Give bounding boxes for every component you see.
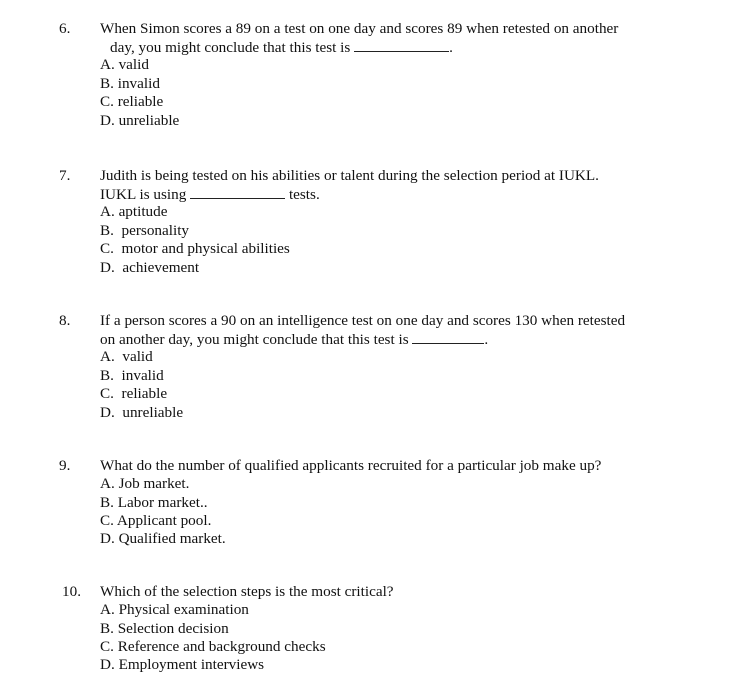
- question-text-line-1: Judith is being tested on his abilities or talent during the selection period at IUKL.: [100, 167, 599, 184]
- question-text-line-1: Which of the selection steps is the most critical?: [100, 583, 394, 600]
- option-d: D. unreliable: [100, 112, 180, 129]
- option-c: C. Applicant pool.: [100, 512, 212, 529]
- option-a: A. Job market.: [100, 475, 190, 492]
- option-d: D. achievement: [100, 259, 200, 276]
- answer-blank: [190, 185, 285, 199]
- option-d: D. Employment interviews: [100, 656, 265, 673]
- question-text-line-2: IUKL is using tests.: [100, 186, 320, 203]
- option-c: C. reliable: [100, 93, 164, 110]
- question-text-line-1: When Simon scores a 89 on a test on one day and scores 89 when retested on another: [100, 20, 619, 37]
- answer-blank: [412, 330, 484, 344]
- option-c: C. motor and physical abilities: [100, 240, 290, 257]
- question-text-line-2: day, you might conclude that this test is .: [110, 39, 453, 56]
- option-a: A. valid: [100, 56, 149, 73]
- answer-blank: [354, 38, 449, 52]
- option-b: B. invalid: [100, 367, 164, 384]
- option-d: D. unreliable: [100, 404, 184, 421]
- question-number: 7.: [59, 167, 71, 184]
- option-b: B. invalid: [100, 75, 160, 92]
- option-d: D. Qualified market.: [100, 530, 226, 547]
- option-c: C. reliable: [100, 385, 168, 402]
- question-number: 6.: [59, 20, 71, 37]
- question-text-line-1: If a person scores a 90 on an intelligence test on one day and scores 130 when retested: [100, 312, 626, 329]
- question-number: 10.: [62, 583, 81, 600]
- question-text-line-2: on another day, you might conclude that this test is .: [100, 331, 489, 348]
- question-text-line-1: What do the number of qualified applicants recruited for a particular job make up?: [100, 457, 602, 474]
- question-number: 8.: [59, 312, 71, 329]
- option-c: C. Reference and background checks: [100, 638, 326, 655]
- question-number: 9.: [59, 457, 71, 474]
- option-a: A. valid: [100, 348, 153, 365]
- option-b: B. Labor market..: [100, 494, 208, 511]
- option-a: A. Physical examination: [100, 601, 249, 618]
- option-b: B. personality: [100, 222, 190, 239]
- option-a: A. aptitude: [100, 203, 168, 220]
- option-b: B. Selection decision: [100, 620, 229, 637]
